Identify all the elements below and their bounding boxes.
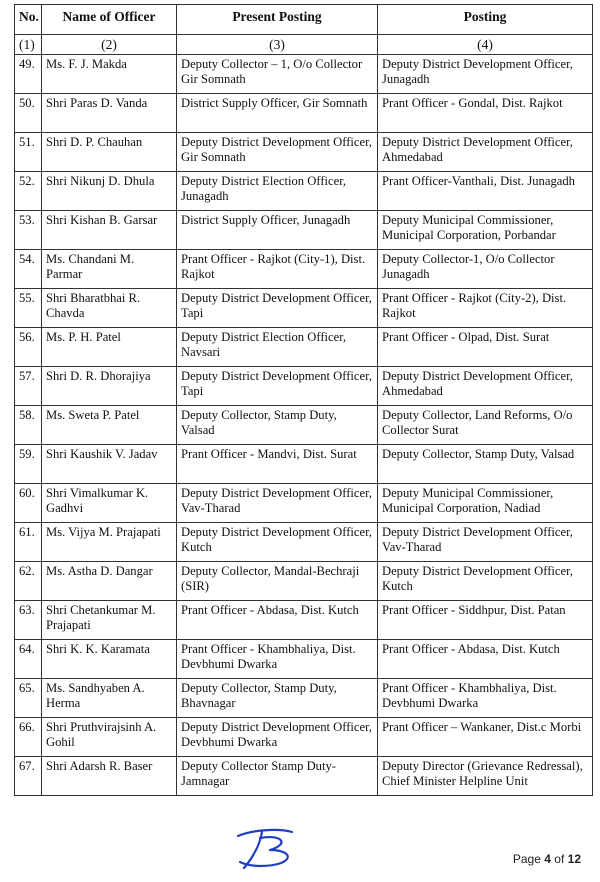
cell-no: 58. [15,406,42,445]
cell-new-posting: Deputy District Development Officer, Kutch [378,562,593,601]
cell-new-posting: Prant Officer-Vanthali, Dist. Junagadh [378,172,593,211]
cell-no: 60. [15,484,42,523]
cell-officer-name: Ms. Vijya M. Prajapati [42,523,177,562]
cell-officer-name: Ms. F. J. Makda [42,55,177,94]
cell-officer-name: Ms. Sandhyaben A. Herma [42,679,177,718]
cell-present-posting: Prant Officer - Rajkot (City-1), Dist. Rajkot [177,250,378,289]
cell-no: 51. [15,133,42,172]
cell-no: 59. [15,445,42,484]
cell-present-posting: Deputy District Election Officer, Junagadh [177,172,378,211]
cell-officer-name: Shri Adarsh R. Baser [42,757,177,796]
table-row [15,562,593,601]
header-posting: Posting [378,5,593,35]
cell-officer-name: Shri Nikunj D. Dhula [42,172,177,211]
table-header [15,5,593,55]
cell-present-posting: Deputy Collector, Mandal-Bechraji (SIR) [177,562,378,601]
cell-present-posting: Deputy District Development Officer, Devbhumi Dwarka [177,718,378,757]
table-row [15,406,593,445]
cell-no: 63. [15,601,42,640]
table-row [15,250,593,289]
cell-no: 65. [15,679,42,718]
cell-new-posting: Prant Officer - Khambhaliya, Dist. Devbhumi Dwarka [378,679,593,718]
table-row [15,289,593,328]
cell-present-posting: Deputy District Development Officer, Vav-Tharad [177,484,378,523]
cell-no: 67. [15,757,42,796]
cell-new-posting: Deputy Director (Grievance Redressal), Chief Minister Helpline Unit [378,757,593,796]
header-row [15,5,593,35]
cell-officer-name: Ms. P. H. Patel [42,328,177,367]
cell-present-posting: Deputy Collector, Stamp Duty, Bhavnagar [177,679,378,718]
cell-new-posting: Prant Officer - Siddhpur, Dist. Patan [378,601,593,640]
column-number: (1) [15,35,42,55]
cell-no: 66. [15,718,42,757]
column-number: (2) [42,35,177,55]
cell-no: 52. [15,172,42,211]
cell-officer-name: Shri Paras D. Vanda [42,94,177,133]
cell-present-posting: Deputy Collector – 1, O/o Collector Gir Somnath [177,55,378,94]
cell-officer-name: Shri D. R. Dhorajiya [42,367,177,406]
signature-icon [230,826,310,872]
cell-new-posting: Deputy Collector-1, O/o Collector Junagadh [378,250,593,289]
table-row [15,757,593,796]
table-row [15,445,593,484]
column-number: (3) [177,35,378,55]
cell-new-posting: Prant Officer – Wankaner, Dist.c Morbi [378,718,593,757]
cell-new-posting: Deputy District Development Officer, Vav-Tharad [378,523,593,562]
cell-new-posting: Deputy District Development Officer, Ahmedabad [378,133,593,172]
postings-table [14,4,593,796]
page-total: 12 [567,852,581,866]
cell-new-posting: Deputy District Development Officer, Junagadh [378,55,593,94]
cell-new-posting: Prant Officer - Gondal, Dist. Rajkot [378,94,593,133]
table-row [15,367,593,406]
table-row [15,55,593,94]
cell-officer-name: Shri D. P. Chauhan [42,133,177,172]
cell-no: 64. [15,640,42,679]
cell-officer-name: Ms. Astha D. Dangar [42,562,177,601]
table-row [15,133,593,172]
cell-no: 61. [15,523,42,562]
table-row [15,484,593,523]
column-number-row [15,35,593,55]
cell-no: 54. [15,250,42,289]
cell-officer-name: Shri Kishan B. Garsar [42,211,177,250]
cell-new-posting: Prant Officer - Rajkot (City-2), Dist. Rajkot [378,289,593,328]
cell-new-posting: Prant Officer - Olpad, Dist. Surat [378,328,593,367]
table-row [15,601,593,640]
table-row [15,211,593,250]
table-row [15,172,593,211]
table-row [15,718,593,757]
table-row [15,679,593,718]
cell-new-posting: Deputy District Development Officer, Ahmedabad [378,367,593,406]
header-name: Name of Officer [42,5,177,35]
cell-officer-name: Shri Pruthvirajsinh A. Gohil [42,718,177,757]
of-word: of [554,852,565,866]
table-body [15,55,593,796]
cell-no: 49. [15,55,42,94]
cell-no: 55. [15,289,42,328]
page-word: Page [512,852,541,866]
cell-no: 62. [15,562,42,601]
cell-present-posting: Deputy Collector Stamp Duty-Jamnagar [177,757,378,796]
table-row [15,640,593,679]
cell-officer-name: Shri Bharatbhai R. Chavda [42,289,177,328]
header-present-posting: Present Posting [177,5,378,35]
table-row [15,94,593,133]
column-number: (4) [378,35,593,55]
cell-present-posting: Deputy District Development Officer, Gir Somnath [177,133,378,172]
cell-no: 50. [15,94,42,133]
cell-present-posting: Deputy District Election Officer, Navsari [177,328,378,367]
cell-present-posting: Deputy Collector, Stamp Duty, Valsad [177,406,378,445]
cell-no: 53. [15,211,42,250]
page-footer [513,852,581,866]
cell-present-posting: District Supply Officer, Junagadh [177,211,378,250]
cell-officer-name: Shri K. K. Karamata [42,640,177,679]
cell-present-posting: District Supply Officer, Gir Somnath [177,94,378,133]
table-row [15,523,593,562]
cell-present-posting: Deputy District Development Officer, Kutch [177,523,378,562]
cell-officer-name: Shri Kaushik V. Jadav [42,445,177,484]
cell-officer-name: Shri Vimalkumar K. Gadhvi [42,484,177,523]
table-row [15,328,593,367]
cell-officer-name: Shri Chetankumar M. Prajapati [42,601,177,640]
cell-present-posting: Deputy District Development Officer, Tapi [177,289,378,328]
cell-no: 56. [15,328,42,367]
cell-no: 57. [15,367,42,406]
cell-present-posting: Prant Officer - Abdasa, Dist. Kutch [177,601,378,640]
cell-officer-name: Ms. Sweta P. Patel [42,406,177,445]
header-no: No. [15,5,42,35]
cell-officer-name: Ms. Chandani M. Parmar [42,250,177,289]
cell-new-posting: Deputy Collector, Land Reforms, O/o Collector Surat [378,406,593,445]
page-current: 4 [544,852,551,866]
cell-present-posting: Deputy District Development Officer, Tapi [177,367,378,406]
cell-new-posting: Deputy Municipal Commissioner, Municipal Corporation, Nadiad [378,484,593,523]
cell-new-posting: Deputy Collector, Stamp Duty, Valsad [378,445,593,484]
cell-new-posting: Deputy Municipal Commissioner, Municipal Corporation, Porbandar [378,211,593,250]
cell-present-posting: Prant Officer - Mandvi, Dist. Surat [177,445,378,484]
cell-new-posting: Prant Officer - Abdasa, Dist. Kutch [378,640,593,679]
cell-present-posting: Prant Officer - Khambhaliya, Dist. Devbhumi Dwarka [177,640,378,679]
